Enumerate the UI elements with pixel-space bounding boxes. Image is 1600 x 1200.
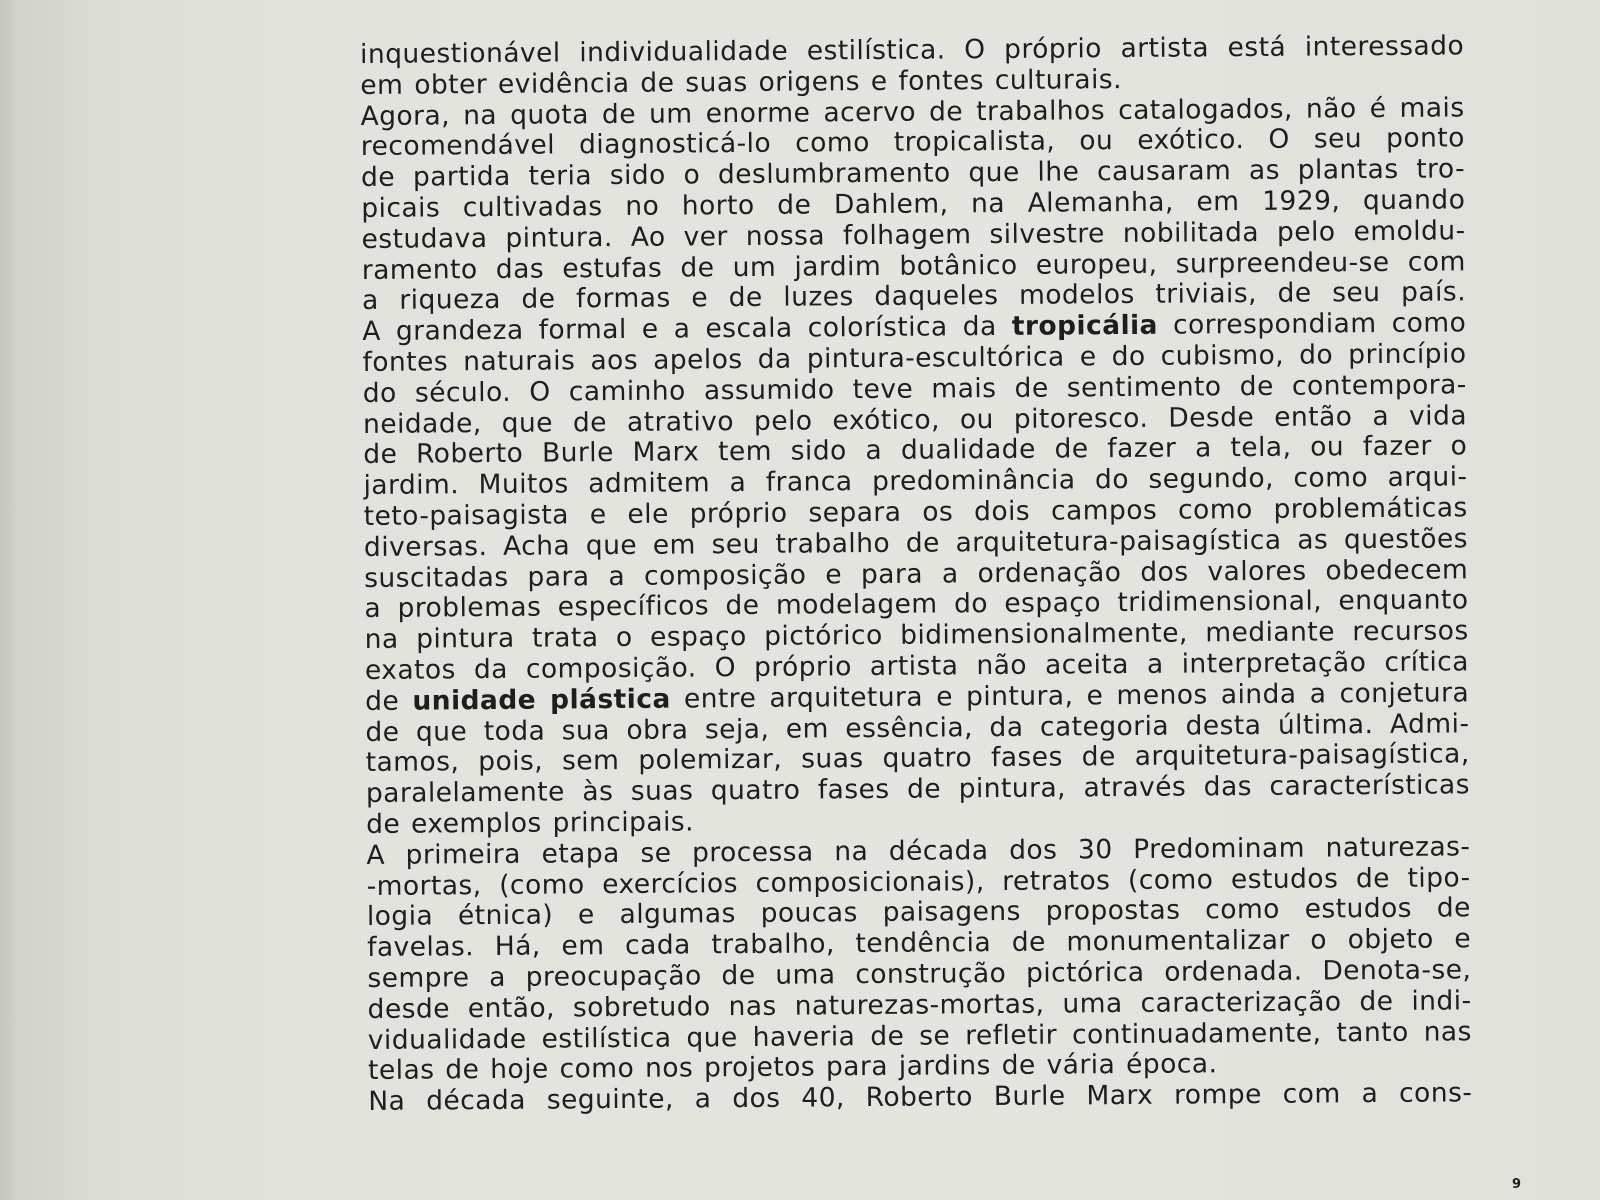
text-run: de (365, 685, 413, 717)
text-run: correspondiam como (1157, 307, 1467, 341)
text-run: fontes naturais aos apelos da pintura-escultórica e do cubismo, do princípio (362, 338, 1467, 378)
text-run: A primeira etapa se processa na década dos 30 Predominam naturezas- (366, 831, 1471, 871)
text-run: inquestionável individualidade estilística. O próprio artista está interessado (359, 30, 1465, 70)
text-run: Na década seguinte, a dos 40, Roberto Burle Marx rompe com a cons- (368, 1077, 1473, 1118)
text-run: telas de hoje como nos projetos para jardins de vária época. (367, 1048, 1218, 1087)
text-run: diversas. Acha que em seu trabalho de arquitetura-paisagística as questões (363, 523, 1469, 563)
text-run: estudava pintura. Ao ver nossa folhagem silvestre nobilitada pelo emoldu- (361, 215, 1466, 255)
body-text (360, 31, 1472, 1118)
page-number: 9 (1512, 1177, 1522, 1192)
text-run: na pintura trata o espaço pictórico bidimensionalmente, mediante recursos (364, 615, 1469, 656)
page-gutter-shadow (0, 0, 18, 1200)
text-run: a problemas específicos de modelagem do espaço tridimensional, enquanto (364, 584, 1469, 625)
text-run: tamos, pois, sem polemizar, suas quatro fases de arquitetura-paisagística, (365, 738, 1470, 779)
text-run: de exemplos principais. (366, 806, 695, 840)
text-run: em obter evidência de suas origens e fontes culturais. (360, 63, 1123, 101)
text-run: teto-paisagista e ele próprio separa os dois campos como problemáticas (363, 492, 1468, 532)
text-run: logia étnica) e algumas poucas paisagens propostas como estudos de (366, 892, 1471, 933)
text-run: picais cultivadas no horto de Dahlem, na Alemanha, em 1929, quando (361, 184, 1466, 224)
text-run: recomendável diagnosticá-lo como tropicalista, ou exótico. O seu ponto (360, 122, 1465, 163)
text-run: do século. O caminho assumido teve mais de sentimento de contempora- (362, 369, 1467, 409)
text-run: favelas. Há, em cada trabalho, tendência de monumentalizar o objeto e (367, 923, 1472, 964)
text-run: de partida teria sido o deslumbramento que lhe causaram as plantas tro- (360, 153, 1466, 194)
text-run: entre arquitetura e pintura, e menos ainda a conjetura (670, 677, 1470, 715)
text-run: vidualidade estilística que haveria de se refletir continuadamente, tanto nas (367, 1015, 1472, 1056)
text-run: desde então, sobretudo nas naturezas-mortas, uma caracterização de indi- (367, 985, 1472, 1025)
text-run: Agora, na quota de um enorme acervo de trabalhos catalogados, não é mais (360, 91, 1465, 132)
emphasized-term: unidade plástica (412, 683, 671, 717)
text-run: de Roberto Burle Marx tem sido a dualidade de fazer a tela, ou fazer o (363, 430, 1468, 471)
text-run: sempre a preocupação de uma construção pictórica ordenada. Denota-se, (367, 954, 1472, 994)
text-run: suscitadas para a composição e para a ordenação dos valores obedecem (364, 553, 1469, 594)
text-run: ramento das estufas de um jardim botânico europeu, surpreendeu-se com (361, 245, 1466, 286)
text-run: -mortas, (como exercícios composicionais), retratos (como estudos de tipo- (366, 861, 1471, 902)
emphasized-term: tropicália (1011, 309, 1159, 343)
text-line (368, 1078, 1472, 1117)
text-run: a riqueza de formas e de luzes daqueles modelos triviais, de seu país. (361, 276, 1467, 317)
text-run: neidade, que de atrativo pelo exótico, ou pitoresco. Desde então a vida (362, 399, 1468, 440)
text-run: exatos da composição. O próprio artista não aceita a interpretação crítica (364, 646, 1470, 686)
text-run: A grandeza formal e a escala colorística da (362, 311, 1012, 348)
text-run: de que toda sua obra seja, em essência, da categoria desta última. Admi- (365, 707, 1470, 748)
text-run: jardim. Muitos admitem a franca predominância do segundo, como arqui- (363, 461, 1468, 502)
text-run: paralelamente às suas quatro fases de pintura, através das características (365, 769, 1471, 810)
